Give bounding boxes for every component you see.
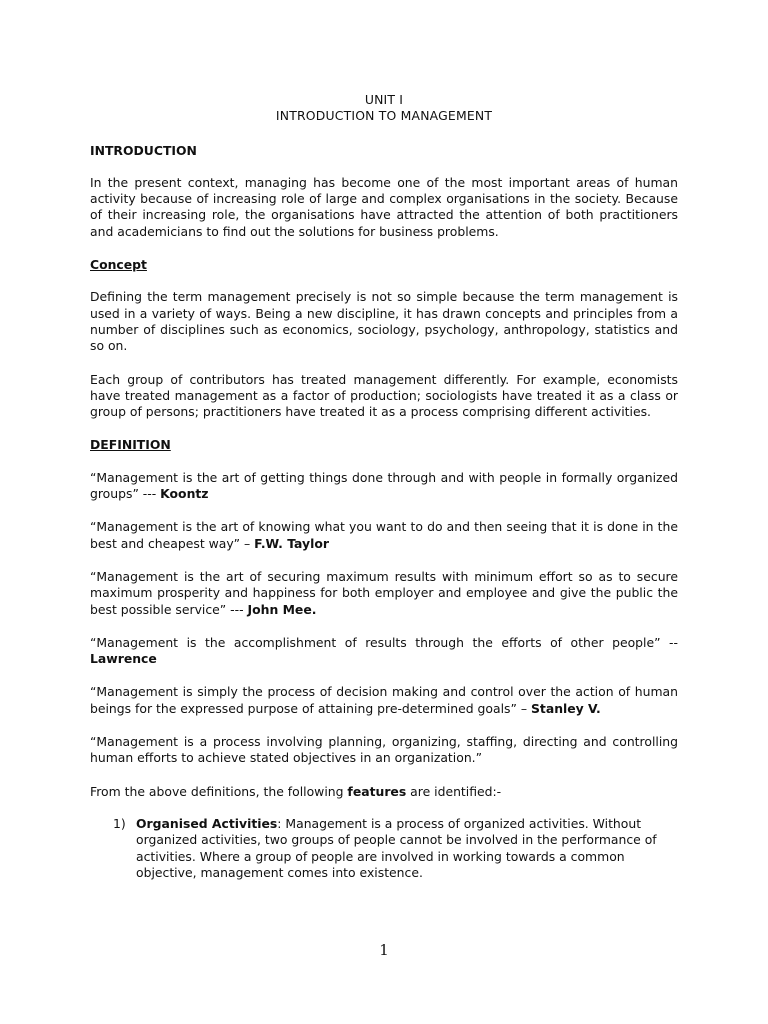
document-page bbox=[90, 92, 678, 881]
feature-text: : Management is a process of organized activities. Without organized activities, two groups of people cannot be involved in the performance of activities. Where a group of people are involved in working towards a common objective, management comes into existence. bbox=[136, 815, 657, 880]
quote-author: Stanley V. bbox=[530, 700, 601, 716]
unit-label: UNIT I bbox=[364, 92, 404, 107]
quote-text: “Management is a process involving planning, organizing, staffing, directing and controlling human efforts to achieve stated objectives in an organization.” bbox=[90, 734, 678, 766]
list-item-number: 1) bbox=[113, 815, 126, 831]
quote-author: John Mee. bbox=[247, 601, 317, 617]
definition-quote-taylor bbox=[90, 519, 678, 552]
quote-author: F.W. Taylor bbox=[254, 535, 329, 551]
list-item bbox=[90, 816, 678, 881]
definition-quote-stanley bbox=[90, 684, 678, 717]
features-intro bbox=[90, 784, 678, 800]
quote-text: “Management is the accomplishment of results through the efforts of other people” -- bbox=[90, 634, 678, 650]
concept-heading: Concept bbox=[90, 257, 147, 273]
quote-author: Lawrence bbox=[90, 651, 157, 667]
introduction-paragraph: In the present context, managing has become one of the most important areas of human activity because of increasing role of large and complex organisations in the society. Because of their increasing role, the organisations have attracted the attention of both practitioners and academicians to find out the solutions for business problems. bbox=[90, 174, 678, 239]
features-list bbox=[90, 816, 678, 881]
quote-text: “Management is the art of getting things done through and with people in formally organized groups” --- bbox=[90, 469, 678, 502]
definition-quote-process bbox=[90, 734, 678, 767]
introduction-heading: INTRODUCTION bbox=[90, 142, 197, 158]
definition-quote-mee bbox=[90, 569, 678, 618]
page-title: INTRODUCTION TO MANAGEMENT bbox=[275, 108, 493, 124]
quote-text: “Management is the art of securing maximum results with minimum effort so as to secure maximum prosperity and happiness for both employer and employee and give the public the best possible service” --- bbox=[90, 568, 678, 617]
features-keyword: features bbox=[347, 783, 407, 799]
quote-text: “Management is the art of knowing what you want to do and then seeing that it is done in the best and cheapest way” – bbox=[90, 519, 678, 551]
concept-paragraph-1: Defining the term management precisely is not so simple because the term management is used in a variety of ways. Being a new discipline, it has drawn concepts and principles from a number of disciplines such as economics, sociology, psychology, anthropology, statistics and so on. bbox=[90, 289, 678, 354]
definition-quote-koontz bbox=[90, 470, 678, 503]
definition-heading: DEFINITION bbox=[90, 437, 171, 453]
features-intro-text: From the above definitions, the following bbox=[90, 783, 348, 799]
features-intro-suffix: are identified:- bbox=[406, 783, 502, 799]
concept-paragraph-2: Each group of contributors has treated management differently. For example, economists have treated management as a factor of production; sociologists have treated it as a class or group of persons; practitioners have treated it as a process comprising different activities. bbox=[90, 371, 678, 420]
feature-title: Organised Activities bbox=[136, 815, 278, 831]
quote-text: “Management is simply the process of decision making and control over the action of human beings for the expressed purpose of attaining pre-determined goals” – bbox=[90, 684, 678, 716]
definition-quote-lawrence bbox=[90, 635, 678, 668]
quote-author: Koontz bbox=[160, 486, 209, 502]
page-number: 1 bbox=[379, 941, 389, 959]
